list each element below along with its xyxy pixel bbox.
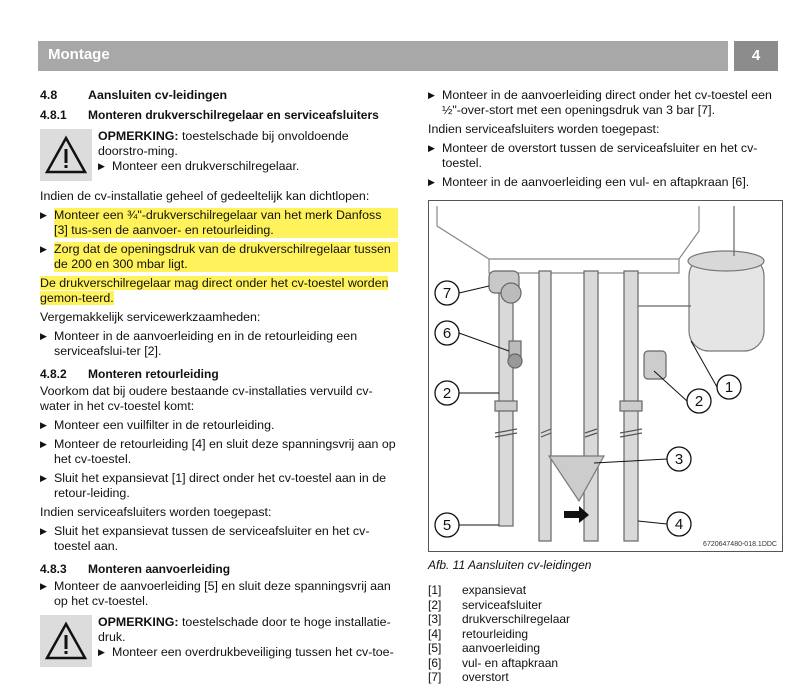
arrow-bullet-icon: ▶ xyxy=(40,473,47,483)
callout-7: 7 xyxy=(442,285,452,302)
figure-legend xyxy=(428,583,780,685)
section-title: Montage xyxy=(48,46,110,63)
figure-caption: Afb. 11 Aansluiten cv-leidingen xyxy=(428,558,592,572)
paragraph: Indien de cv-installatie geheel of gedeeltelijk kan dichtlopen: xyxy=(40,189,370,203)
legend-item: [4] retourleiding xyxy=(428,626,529,641)
arrow-bullet-icon: ▶ xyxy=(40,526,47,536)
left-column: 4.8 Aansluiten cv-leidingen 4.8.1 Monteren drukverschilregelaar en serviceafsluiters OPMERKING: toestelschade bij onvoldoende doorstro-ming. ▶ Monteer een drukverschilregelaar. Indien de cv-installatie geheel of gedeeltelijk kan dichtlopen: ▶ Monteer een ¾"-drukverschilregelaar van het merk Danfoss [3] tus-sen de aanvoer- en retourleiding. ▶ Zorg dat de openingsdruk van de drukverschilregelaar tussen de 200 en 300 mbar ligt. De drukverschilregelaar mag direct onder het cv-toestel worden gemon-teerd. Vergemakkelijk servicewerkzaamheden: ▶ Monteer in de aanvoerleiding en in de retourleiding een serviceafslui-ter [2]. 4.8.2 Monteren retourleiding Voorkom dat bij oudere bestaande cv-installaties vervuild cv-water in het cv-toestel komt: ▶ Monteer een vuilfilter in de retourleiding. ▶ Monteer de retourleiding [4] en sluit deze spanningsvrij aan op het cv-toestel. ▶ Sluit het expansievat [1] direct onder het cv-toestel aan in de retour-leiding. Indien serviceafsluiters worden toegepast: ▶ Sluit het expansievat tussen de serviceafsluiter en het cv-toestel aan. 4.8.3 Monteren aanvoerleiding ▶ Monteer de aanvoerleiding [5] en sluit deze spanningsvrij aan op het cv-toestel. OPMERKING: toestelschade door te hoge installatie-druk. ▶ Monteer een overdrukbeveiliging tussen het cv-toe- xyxy=(40,88,398,675)
legend-item: [1] expansievat xyxy=(428,583,527,597)
arrow-bullet-icon: ▶ xyxy=(40,439,47,449)
arrow-bullet-icon: ▶ xyxy=(40,244,47,254)
heading-4-8-2: 4.8.2 Monteren retourleiding xyxy=(40,367,219,381)
heading-4-8: 4.8 Aansluiten cv-leidingen xyxy=(40,88,228,102)
warning-triangle-icon xyxy=(40,615,92,667)
callout-2-left: 2 xyxy=(442,385,452,402)
highlighted-paragraph: De drukverschilregelaar mag direct onder het cv-toestel worden gemon-teerd. xyxy=(40,276,389,305)
legend-item: [2] serviceafsluiter xyxy=(428,597,543,612)
legend-item: [3] drukverschilregelaar xyxy=(428,612,571,626)
callout-3: 3 xyxy=(674,451,684,468)
figure-code: 6720647480-018.1DDC xyxy=(703,541,777,548)
note-box-2: OPMERKING: toestelschade door te hoge installatie-druk. ▶ Monteer een overdrukbeveiliging tussen het cv-toe- xyxy=(40,615,398,667)
callout-6: 6 xyxy=(442,325,452,342)
page-number: 4 xyxy=(734,41,778,71)
right-column: ▶ Monteer in de aanvoerleiding direct onder het cv-toestel een ½"-over-stort met een openingsdruk van 3 bar [7]. Indien serviceafsluiters worden toegepast: ▶ Monteer de overstort tussen de serviceafsluiter en het cv-toestel. ▶ Monteer in de aanvoerleiding een vul- en aftapkraan [6]. 1 2 2 3 4 5 6 7 6720647480-018.1DDC Afb. 11 Aansluiten cv-leidingen [1] expansievat [2] serviceafsluiter [3] drukverschilregelaar [4] retourleiding [5] aanvoerleiding [6] vul- en aftapkraan [7] overstort xyxy=(428,88,780,685)
legend-item: [6] vul- en aftapkraan xyxy=(428,655,559,670)
callout-4: 4 xyxy=(674,516,684,533)
paragraph: Vergemakkelijk servicewerkzaamheden: xyxy=(40,310,261,324)
note-box-1: OPMERKING: toestelschade bij onvoldoende doorstro-ming. ▶ Monteer een drukverschilregelaar. xyxy=(40,129,398,181)
arrow-bullet-icon: ▶ xyxy=(428,143,435,153)
highlighted-text: Zorg dat de openingsdruk van de drukverschilregelaar tussen de 200 en 300 mbar ligt. xyxy=(54,242,398,272)
arrow-bullet-icon: ▶ xyxy=(428,90,435,100)
legend-item: [5] aanvoerleiding xyxy=(428,641,541,655)
arrow-bullet-icon: ▶ xyxy=(40,210,47,220)
callout-2-right: 2 xyxy=(694,393,704,410)
arrow-bullet-icon: ▶ xyxy=(428,177,435,187)
paragraph: Indien serviceafsluiters worden toegepast: xyxy=(40,505,272,519)
paragraph: Indien serviceafsluiters worden toegepast: xyxy=(428,122,660,136)
section-header xyxy=(38,41,778,71)
callout-1: 1 xyxy=(724,379,734,396)
arrow-bullet-icon: ▶ xyxy=(40,581,47,591)
heading-4-8-1: 4.8.1 Monteren drukverschilregelaar en serviceafsluiters xyxy=(40,108,379,122)
arrow-bullet-icon: ▶ xyxy=(98,161,105,171)
legend-item: [7] overstort xyxy=(428,670,509,684)
arrow-bullet-icon: ▶ xyxy=(40,331,47,341)
warning-triangle-icon xyxy=(40,129,92,181)
highlighted-text: Monteer een ¾"-drukverschilregelaar van het merk Danfoss [3] tus-sen de aanvoer- en retourleiding. xyxy=(54,208,398,238)
paragraph: Voorkom dat bij oudere bestaande cv-installaties vervuild cv-water in het cv-toestel komt: xyxy=(40,384,373,413)
arrow-bullet-icon: ▶ xyxy=(40,420,47,430)
figure-illustration xyxy=(429,201,782,551)
heading-4-8-3: 4.8.3 Monteren aanvoerleiding xyxy=(40,562,231,576)
arrow-bullet-icon: ▶ xyxy=(98,647,105,657)
figure-pipe-connections xyxy=(428,200,783,552)
callout-5: 5 xyxy=(442,517,452,534)
